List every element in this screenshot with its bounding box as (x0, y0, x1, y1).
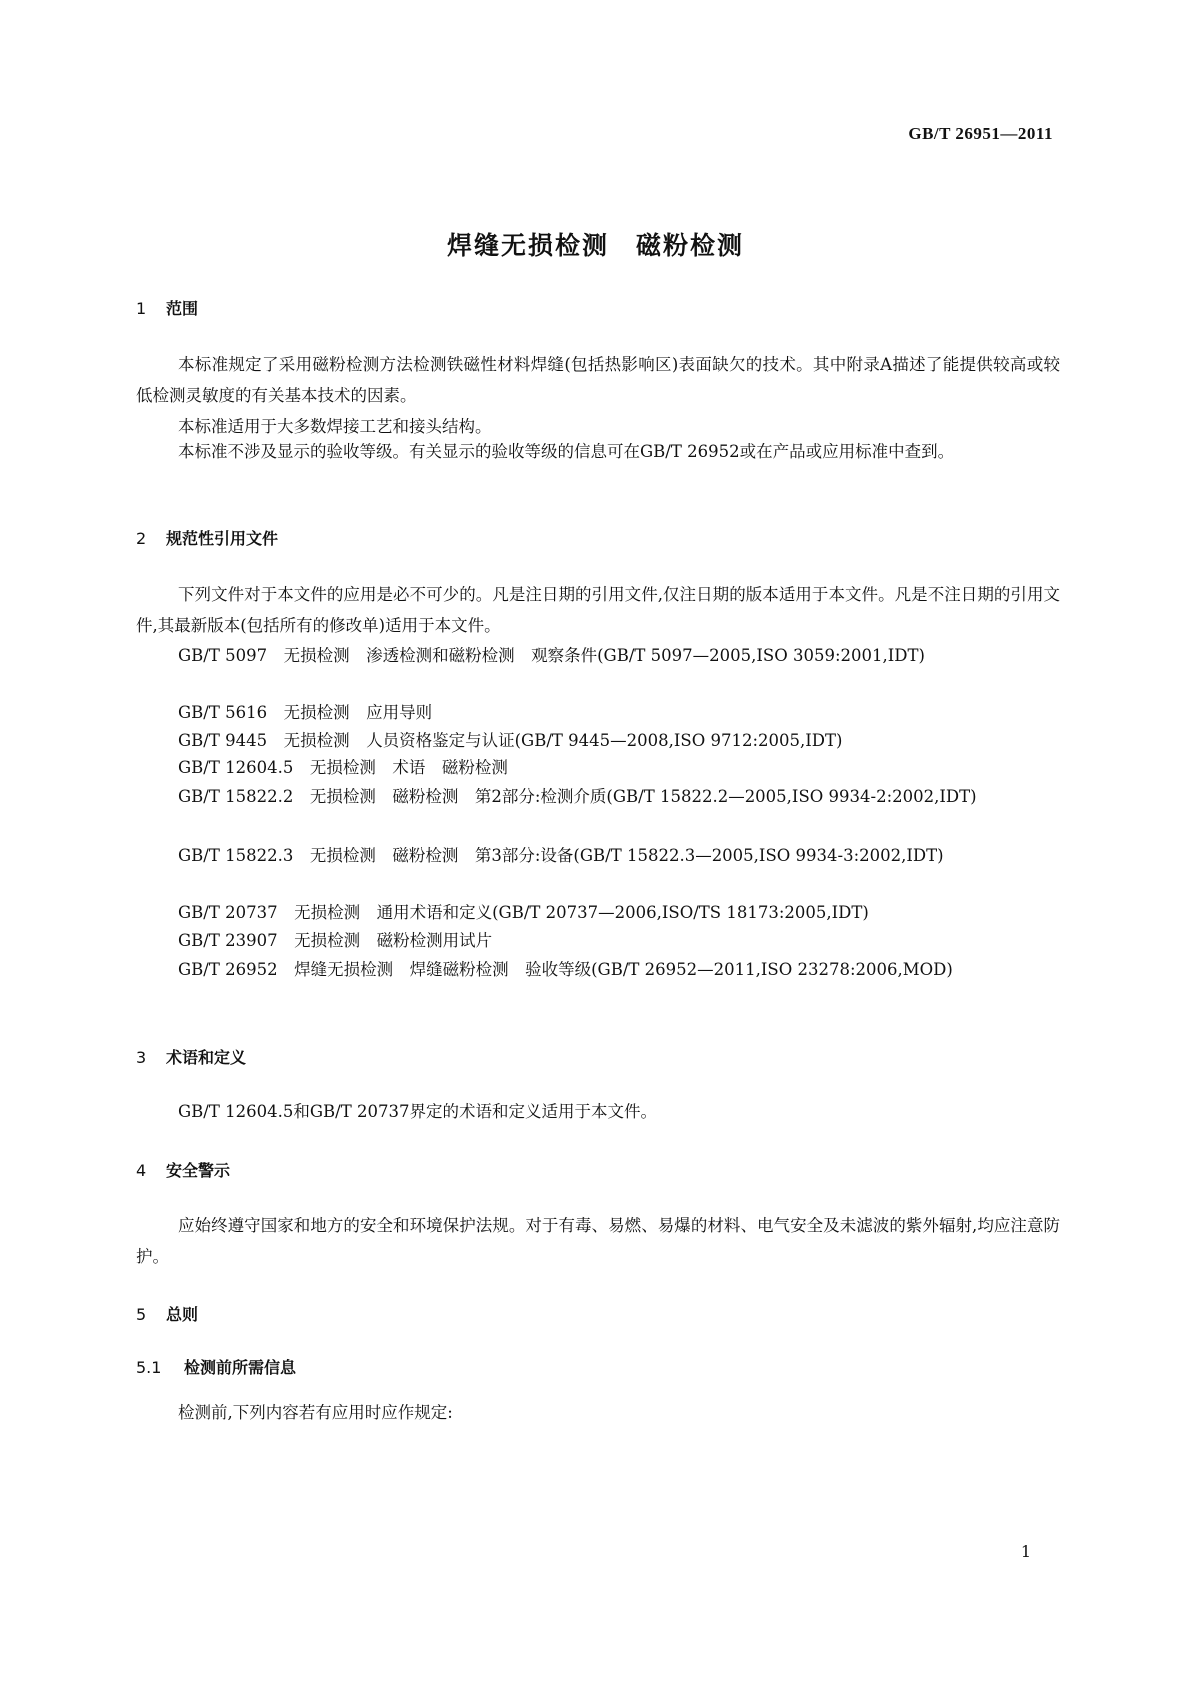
reference-item: GB/T 23907 无损检测 磁粉检测用试片 (178, 931, 493, 950)
standard-code: GB/T 26951—2011 (908, 124, 1053, 143)
section-1-heading (136, 296, 198, 319)
section-1-paragraph-2: 本标准适用于大多数焊接工艺和接头结构。 (178, 417, 492, 436)
section-title: 总则 (166, 1305, 199, 1324)
section-number: 1 (136, 299, 147, 318)
section-3-heading (136, 1045, 246, 1068)
section-title: 检测前所需信息 (184, 1358, 297, 1377)
section-title: 规范性引用文件 (166, 529, 279, 548)
section-1-paragraph-1: 本标准规定了采用磁粉检测方法检测铁磁性材料焊缝(包括热影响区)表面缺欠的技术。其中附录A描述了能提供较高或较低检测灵敏度的有关基本技术的因素。 (136, 355, 1060, 405)
section-5-heading (136, 1302, 198, 1325)
section-4-paragraph-1: 应始终遵守国家和地方的安全和环境保护法规。对于有毒、易燃、易爆的材料、电气安全及未滤波的紫外辐射,均应注意防护。 (136, 1216, 1060, 1266)
reference-item: GB/T 12604.5 无损检测 术语 磁粉检测 (178, 758, 508, 777)
reference-item: GB/T 26952 焊缝无损检测 焊缝磁粉检测 验收等级(GB/T 26952—2011,ISO 23278:2006,MOD) (178, 960, 953, 979)
section-3-paragraph-1: GB/T 12604.5和GB/T 20737界定的术语和定义适用于本文件。 (178, 1102, 657, 1121)
section-number: 4 (136, 1161, 147, 1180)
reference-item: GB/T 5097 无损检测 渗透检测和磁粉检测 观察条件(GB/T 5097—2005,ISO 3059:2001,IDT) (178, 646, 925, 665)
section-2-heading (136, 526, 278, 549)
section-number: 5 (136, 1305, 147, 1324)
reference-item: GB/T 15822.3 无损检测 磁粉检测 第3部分:设备(GB/T 15822.3—2005,ISO 9934-3:2002,IDT) (178, 846, 944, 865)
section-title: 术语和定义 (166, 1048, 247, 1067)
section-title: 安全警示 (166, 1161, 231, 1180)
section-2-intro: 下列文件对于本文件的应用是必不可少的。凡是注日期的引用文件,仅注日期的版本适用于本文件。凡是不注日期的引用文件,其最新版本(包括所有的修改单)适用于本文件。 (136, 585, 1060, 635)
section-5-1-paragraph-1: 检测前,下列内容若有应用时应作规定: (178, 1403, 453, 1422)
section-4-heading (136, 1158, 230, 1181)
section-number: 5.1 (136, 1358, 162, 1377)
reference-item: GB/T 15822.2 无损检测 磁粉检测 第2部分:检测介质(GB/T 15822.2—2005,ISO 9934-2:2002,IDT) (178, 787, 977, 806)
reference-item: GB/T 20737 无损检测 通用术语和定义(GB/T 20737—2006,ISO/TS 18173:2005,IDT) (178, 903, 869, 922)
page-number: 1 (1020, 1542, 1031, 1561)
section-title: 范围 (166, 299, 199, 318)
document-title: 焊缝无损检测 磁粉检测 (446, 231, 744, 260)
section-number: 3 (136, 1048, 147, 1067)
reference-item: GB/T 5616 无损检测 应用导则 (178, 703, 433, 722)
section-5-1-heading (136, 1355, 296, 1378)
section-number: 2 (136, 529, 147, 548)
section-1-paragraph-3: 本标准不涉及显示的验收等级。有关显示的验收等级的信息可在GB/T 26952或在产品或应用标准中查到。 (178, 442, 955, 461)
reference-item: GB/T 9445 无损检测 人员资格鉴定与认证(GB/T 9445—2008,ISO 9712:2005,IDT) (178, 731, 843, 750)
